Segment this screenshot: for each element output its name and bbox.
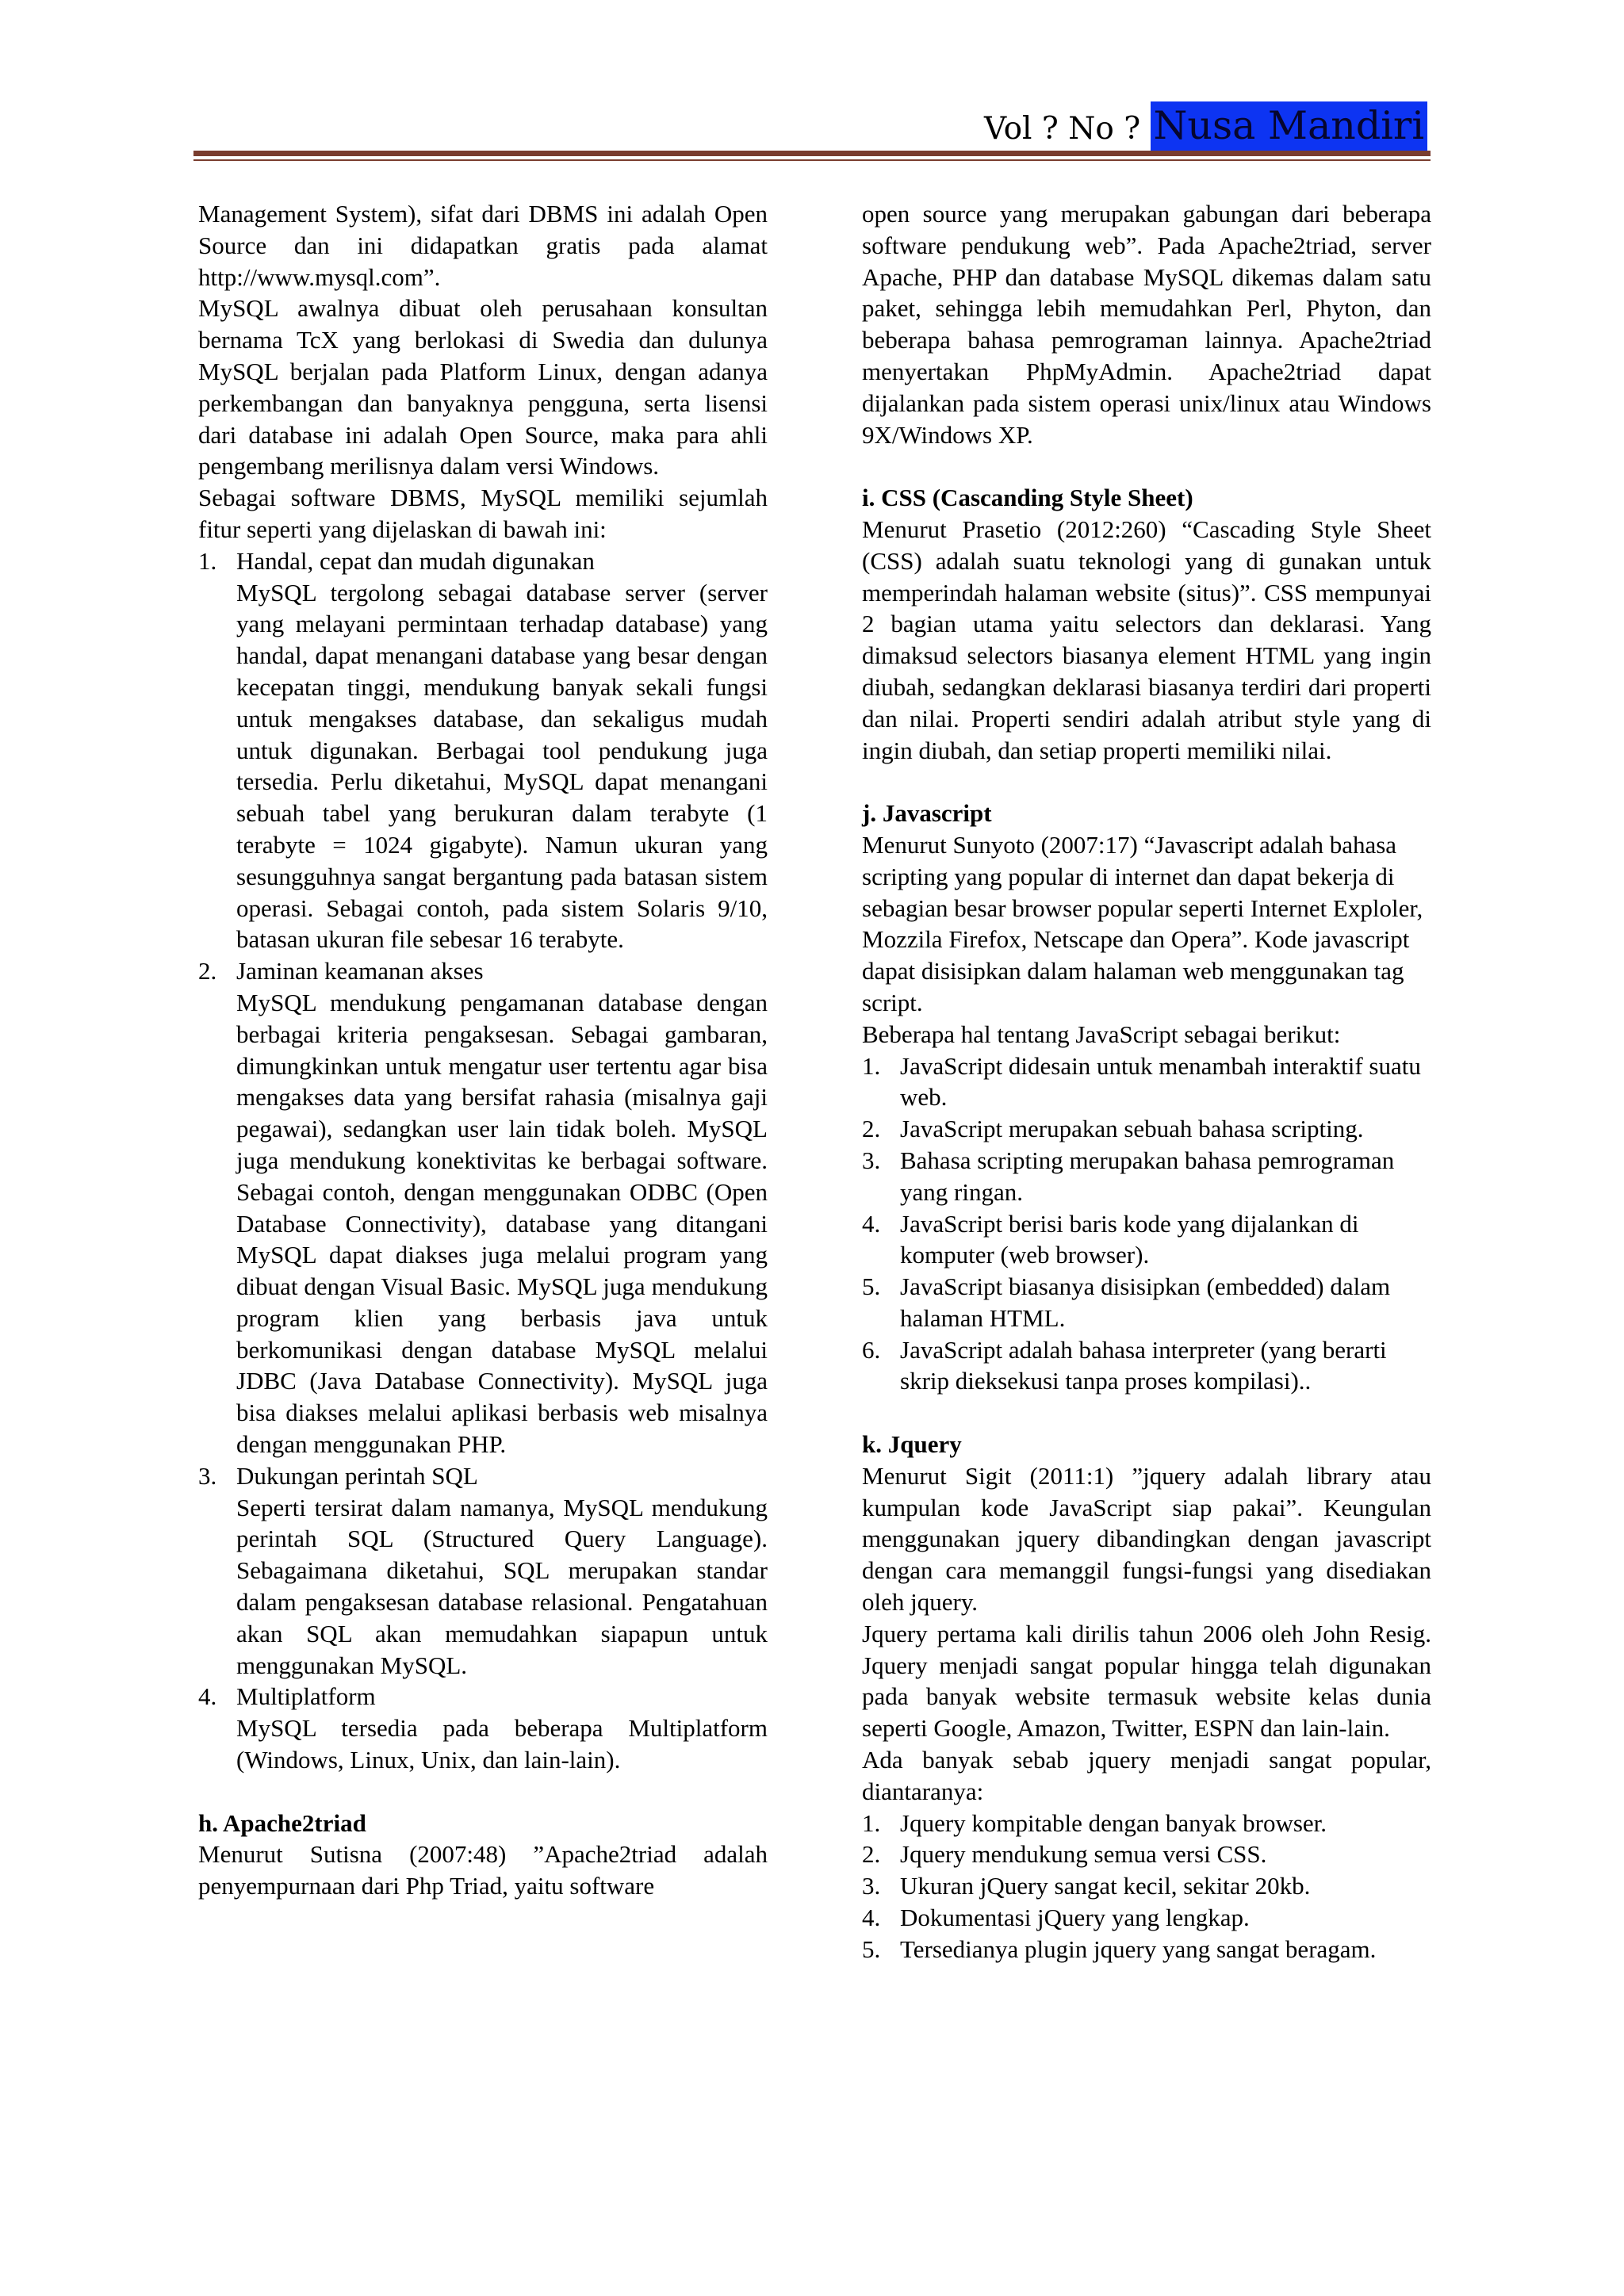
list-item-title: Multiplatform [236,1682,376,1711]
list-item [862,1113,1431,1145]
apache2triad-paragraph: Menurut Sutisna (2007:48) ”Apache2triad adalah penyempurnaan dari Php Triad, yaitu software [198,1840,768,1900]
list-item [862,1271,1431,1334]
list-item-body: MySQL mendukung pengamanan database dengan berbagai kriteria pengaksesan. Sebagai gambaran, dimungkinkan untuk mengatur user tertentu agar bisa mengakses data yang bersifat rahasia (misalnya gaji pegawai), sedangkan user lain tidak boleh. MySQL juga mendukung konektivitas ke berbagai software. Sebagai contoh, dengan menggunakan ODBC (Open Database Connectivity), database yang ditangani MySQL dapat diakses juga melalui program yang dibuat dengan Visual Basic. MySQL juga mendukung program klien yang berbasis java untuk berkomunikasi dengan database MySQL melalui JDBC (Java Database Connectivity). MySQL juga bisa diakses melalui aplikasi berbasis web misalnya dengan menggunakan PHP. [236,988,768,1459]
list-item-text: Jquery mendukung semua versi CSS. [900,1840,1267,1869]
list-item [198,545,768,955]
list-item-title: Jaminan keamanan akses [236,957,484,985]
section-gap [198,1776,768,1808]
section-gap [862,1397,1431,1429]
list-item-title: Handal, cepat dan mudah digunakan [236,546,595,575]
list-number: 1. [862,1051,881,1080]
list-item [862,1050,1431,1114]
list-number: 3. [862,1146,881,1174]
jquery-paragraph-2: Jquery pertama kali dirilis tahun 2006 oleh John Resig. Jquery menjadi sangat popular hingga telah digunakan pada banyak website termasuk website kelas dunia seperti Google, Amazon, Twitter, ESPN dan lain-lain. [862,1619,1431,1743]
list-number: 1. [862,1808,881,1837]
list-item-text: JavaScript merupakan sebuah bahasa scripting. [900,1115,1364,1143]
list-number: 2. [862,1115,881,1143]
journal-name: Nusa Mandiri [1151,101,1427,151]
jquery-paragraph-1: Menurut Sigit (2011:1) ”jquery adalah library atau kumpulan kode JavaScript siap pakai”. Keungulan menggunakan jquery dibandingkan dengan javascript dengan cara memanggil fungsi-fungsi yang disediakan oleh jquery. [862,1461,1431,1617]
list-item [862,1334,1431,1398]
list-item [198,955,768,1460]
list-item-body: MySQL tersedia pada beberapa Multiplatform (Windows, Linux, Unix, dan lain-lain). [236,1714,768,1774]
header-rule-thick [193,151,1431,156]
javascript-list [862,1050,1431,1398]
list-item [862,1145,1431,1208]
list-item [862,1902,1431,1934]
list-number: 2. [862,1840,881,1869]
list-item-text: Jquery kompitable dengan banyak browser. [900,1808,1327,1837]
css-heading: i. CSS (Cascanding Style Sheet) [862,484,1193,512]
mysql-features-intro: Sebagai software DBMS, MySQL memiliki sejumlah fitur seperti yang dijelaskan di bawah ini: [198,484,768,543]
css-paragraph: Menurut Prasetio (2012:260) “Cascading Style Sheet (CSS) adalah suatu teknologi yang di gunakan untuk memperindah halaman website (situs)”. CSS mempunyai 2 bagian utama yaitu selectors dan deklarasi. Yang dimaksud selectors biasanya element HTML yang ingin diubah, sedangkan deklarasi biasanya terdiri dari properti dan nilai. Properti sendiri adalah atribut style yang di ingin diubah, dan setiap properti memiliki nilai. [862,515,1431,764]
list-item-text: JavaScript berisi baris kode yang dijalankan di komputer (web browser). [900,1209,1359,1269]
list-item-text: Ukuran jQuery sangat kecil, sekitar 20kb. [900,1872,1311,1900]
list-item-text: JavaScript adalah bahasa interpreter (yang berarti skrip dieksekusi tanpa proses kompilasi).. [900,1335,1387,1395]
javascript-heading: j. Javascript [862,799,992,828]
mysql-feature-list [198,545,768,1776]
list-number: 6. [862,1335,881,1364]
list-item-text: Tersedianya plugin jquery yang sangat beragam. [900,1934,1377,1963]
page-header [0,0,1624,166]
list-item [198,1460,768,1682]
list-number: 2. [198,957,217,985]
left-column [198,198,768,1902]
list-number: 4. [862,1209,881,1238]
list-item-text: Bahasa scripting merupakan bahasa pemrograman yang ringan. [900,1146,1395,1206]
list-item [862,1870,1431,1902]
section-gap [862,766,1431,798]
list-number: 3. [198,1461,217,1490]
apache2triad-heading: h. Apache2triad [198,1808,366,1837]
dbms-paragraph: Management System), sifat dari DBMS ini adalah Open Source dan ini didapatkan gratis pada alamat http://www.mysql.com”. [198,200,768,291]
list-item-text: JavaScript didesain untuk menambah interaktif suatu web. [900,1051,1421,1112]
list-item [198,1681,768,1775]
javascript-list-intro: Beberapa hal tentang JavaScript sebagai berikut: [862,1020,1341,1048]
volume-number: Vol ? No ? [983,111,1141,147]
mysql-history-paragraph: MySQL awalnya dibuat oleh perusahaan konsultan bernama TcX yang berlokasi di Swedia dan dulunya MySQL berjalan pada Platform Linux, dengan adanya perkembangan dan banyaknya pengguna, serta lisensi dari database ini adalah Open Source, maka para ahli pengembang merilisnya dalam versi Windows. [198,294,768,480]
list-item [862,1839,1431,1870]
list-number: 3. [862,1872,881,1900]
list-number: 1. [198,546,217,575]
header-rule-thin [193,159,1431,161]
list-item [862,1934,1431,1965]
javascript-paragraph: Menurut Sunyoto (2007:17) “Javascript adalah bahasa scripting yang popular di internet dan dapat bekerja di sebagian besar browser popular seperti Internet Exploler, Mozzila Firefox, Netscape dan Opera”. Kode javascript dapat disisipkan dalam halaman web menggunakan tag script. [862,830,1423,1016]
list-item-text: JavaScript biasanya disisipkan (embedded) dalam halaman HTML. [900,1272,1391,1332]
jquery-list [862,1808,1431,1965]
jquery-heading: k. Jquery [862,1430,962,1459]
list-item [862,1808,1431,1839]
list-item-title: Dukungan perintah SQL [236,1461,478,1490]
jquery-list-intro: Ada banyak sebab jquery menjadi sangat popular, diantaranya: [862,1746,1431,1805]
list-number: 4. [862,1904,881,1932]
list-number: 5. [862,1934,881,1963]
section-gap [862,450,1431,482]
list-item-body: MySQL tergolong sebagai database server (server yang melayani permintaan terhadap database) yang handal, dapat menangani database yang besar dengan kecepatan tinggi, mendukung banyak sekali fungsi untuk mengakses database, dan sekaligus mudah untuk digunakan. Berbagai tool pendukung juga tersedia. Perlu diketahui, MySQL dapat menangani sebuah tabel yang berukuran dalam terabyte (1 terabyte = 1024 gigabyte). Namun ukuran yang sesungguhnya sangat bergantung pada batasan sistem operasi. Sebagai contoh, pada sistem Solaris 9/10, batasan ukuran file sebesar 16 terabyte. [236,578,768,954]
header-title [984,101,1427,151]
list-item-text: Dokumentasi jQuery yang lengkap. [900,1904,1250,1932]
list-number: 4. [198,1682,217,1711]
right-column [862,198,1431,1965]
list-item [862,1208,1431,1272]
apache2triad-continued: open source yang merupakan gabungan dari beberapa software pendukung web”. Pada Apache2triad, server Apache, PHP dan database MySQL dikemas dalam satu paket, sehingga lebih memudahkan Perl, Phyton, dan beberapa bahasa pemrograman lainnya. Apache2triad menyertakan PhpMyAdmin. Apache2triad dapat dijalankan pada sistem operasi unix/linux atau Windows 9X/Windows XP. [862,200,1431,449]
list-number: 5. [862,1272,881,1301]
list-item-body: Seperti tersirat dalam namanya, MySQL mendukung perintah SQL (Structured Query Language). Sebagaimana diketahui, SQL merupakan standar dalam pengaksesan database relasional. Pengatahuan akan SQL akan memudahkan siapapun untuk menggunakan MySQL. [236,1493,768,1679]
